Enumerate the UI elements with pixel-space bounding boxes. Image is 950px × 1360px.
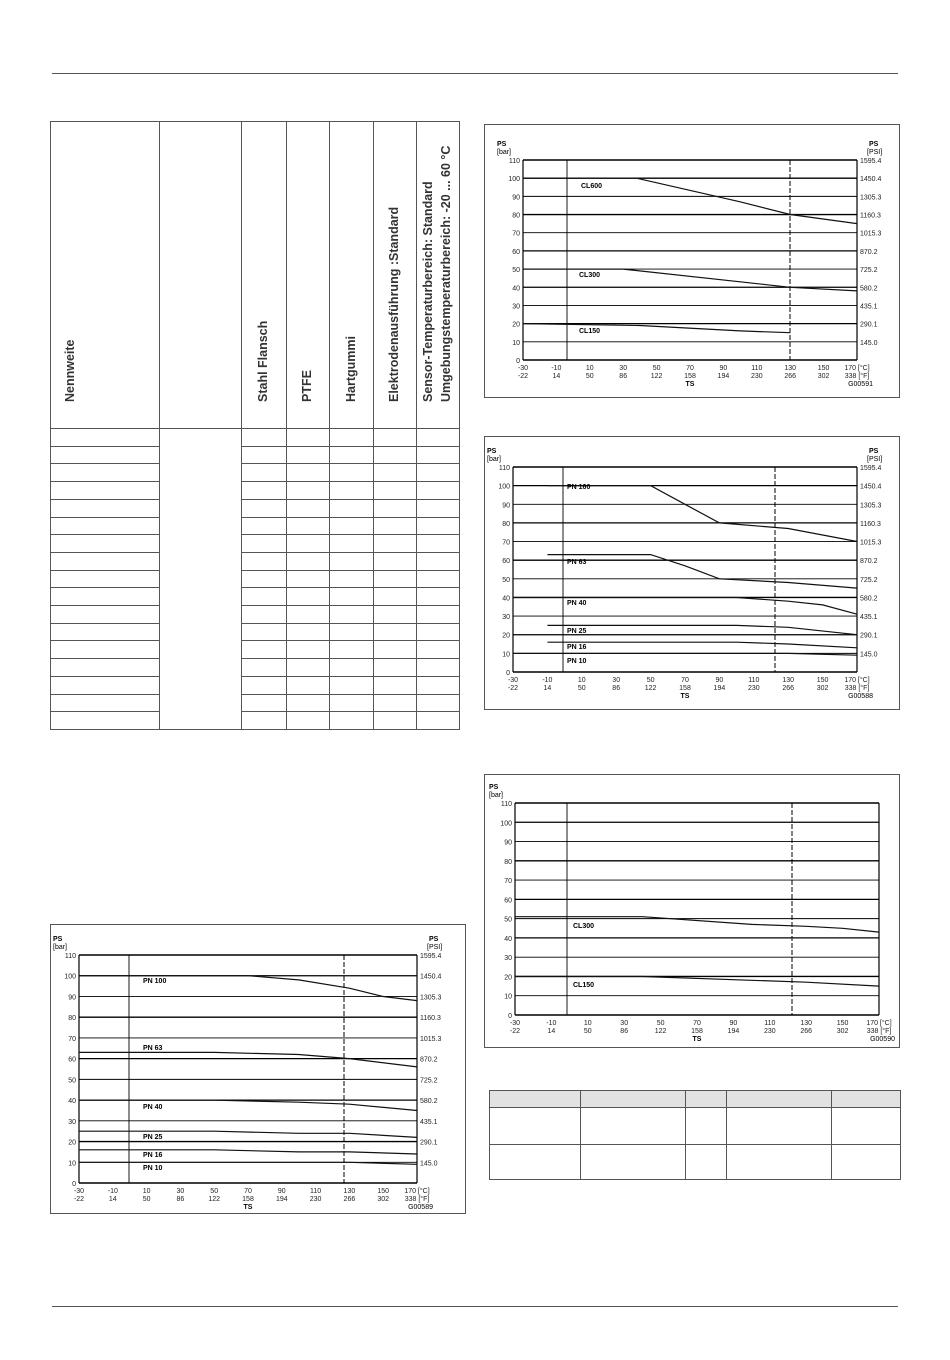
y-right-tick-label: 1450.4 (860, 483, 882, 491)
y-tick-label: 10 (512, 339, 520, 347)
chart-g00591 (484, 124, 900, 398)
table-row-line (51, 499, 159, 500)
y-right-tick-label: 725.2 (860, 267, 878, 275)
y-right-tick-label: 435.1 (420, 1118, 438, 1126)
y-tick-label: 100 (498, 483, 510, 491)
y-tick-label: 60 (504, 897, 512, 905)
y-tick-label: 60 (512, 248, 520, 256)
y-tick-label: 110 (500, 801, 512, 808)
y-right-tick-label: 145.0 (860, 339, 878, 347)
x-tick-label-f: -22 (517, 373, 529, 380)
y-axis-unit: [bar] (487, 456, 502, 463)
y-axis-unit: [bar] (53, 944, 68, 951)
table-row-line (51, 587, 159, 588)
x-tick-label-c: -30 (509, 1020, 521, 1027)
top-rule (52, 73, 898, 74)
series-label: PN 10 (143, 1165, 163, 1172)
table-row-line (241, 587, 459, 588)
series-label: PN 160 (567, 484, 591, 491)
series-line (79, 1131, 417, 1137)
y-tick-label: 110 (64, 953, 76, 960)
x-tick-label-c: 110 (764, 1020, 776, 1027)
x-axis-title: TS (680, 693, 690, 700)
y-right-tick-label: 725.2 (860, 576, 878, 584)
table-row-line (241, 499, 459, 500)
y-tick-label: 60 (502, 558, 510, 566)
series-label: PN 16 (143, 1152, 163, 1159)
y-tick-label: 90 (502, 502, 510, 510)
header-sensor-temperaturbereich: Sensor-Temperaturbereich: Standard (421, 181, 435, 402)
y-tick-label: 100 (500, 820, 512, 828)
table-row-line (241, 463, 459, 464)
y-tick-label: 70 (68, 1035, 76, 1043)
x-tick-label-f: 14 (543, 685, 552, 692)
table-row-line (241, 570, 459, 571)
y-tick-label: 10 (504, 993, 512, 1001)
header-ptfe: PTFE (300, 370, 314, 402)
series-label: PN 25 (567, 628, 587, 635)
x-tick-label-f: 122 (650, 373, 663, 380)
y-tick-label: 40 (504, 935, 512, 943)
x-tick-label-c: 30 (176, 1188, 185, 1195)
y-tick-label: 30 (504, 955, 512, 963)
y-tick-label: 90 (504, 839, 512, 847)
x-tick-label-c: -10 (542, 677, 553, 684)
table-row-line (241, 711, 459, 712)
x-tick-label-f: 86 (620, 1028, 629, 1035)
y-tick-label: 80 (504, 858, 512, 866)
chart-code: G00588 (848, 693, 873, 700)
y-tick-label: 60 (68, 1056, 76, 1064)
series-line (513, 653, 857, 655)
x-tick-label-f: 14 (108, 1196, 117, 1203)
y-tick-label: 50 (512, 267, 520, 275)
x-tick-label-c: 50 (646, 677, 655, 684)
series-label: PN 63 (567, 559, 587, 566)
y-right-tick-label: 145.0 (860, 651, 878, 659)
y-axis-title-right: PS (429, 936, 439, 943)
y-tick-label: 90 (68, 994, 76, 1002)
table-header-row (490, 1091, 900, 1107)
x-tick-label-f: 122 (208, 1196, 221, 1203)
series-label: PN 25 (143, 1134, 163, 1141)
x-tick-label-f: 302 (377, 1196, 390, 1203)
y-axis-unit: [bar] (497, 149, 512, 156)
x-tick-label-f: 338 [°F] (866, 1028, 892, 1035)
empty-table (489, 1090, 901, 1180)
x-tick-label-c: 10 (142, 1188, 151, 1195)
x-tick-label-f: 194 (717, 373, 730, 380)
y-right-tick-label: 1305.3 (420, 994, 442, 1002)
x-axis-title: TS (692, 1036, 702, 1043)
x-tick-label-f: 338 [°F] (844, 373, 870, 380)
y-tick-label: 10 (68, 1160, 76, 1168)
series-line (79, 1150, 417, 1154)
y-tick-label: 0 (516, 358, 520, 365)
col-divider (831, 1091, 832, 1179)
col-divider (286, 122, 287, 729)
header-divider (51, 428, 459, 429)
table-row-line (241, 640, 459, 641)
x-tick-label-c: 150 (377, 1188, 390, 1195)
x-tick-label-f: 50 (577, 685, 586, 692)
x-tick-label-c: 90 (277, 1188, 286, 1195)
x-tick-label-c: -10 (107, 1188, 118, 1195)
y-tick-label: 50 (502, 576, 510, 584)
y-tick-label: 80 (68, 1015, 76, 1023)
x-tick-label-c: 110 (310, 1188, 322, 1195)
x-tick-label-c: 50 (652, 365, 661, 372)
x-tick-label-c: 150 (816, 677, 829, 684)
x-tick-label-c: 10 (577, 677, 586, 684)
table-row-line (51, 446, 159, 447)
series-line (79, 1100, 417, 1110)
col-divider (685, 1091, 686, 1179)
col-divider (159, 122, 160, 729)
y-right-tick-label: 1160.3 (860, 212, 881, 220)
x-tick-label-f: 50 (583, 1028, 592, 1035)
y-tick-label: 30 (502, 614, 510, 622)
y-axis-title-right: PS (869, 141, 879, 148)
row-divider (490, 1144, 900, 1145)
y-right-tick-label: 725.2 (420, 1077, 438, 1085)
col-divider (241, 122, 242, 729)
y-right-tick-label: 580.2 (860, 595, 878, 603)
table-row-line (51, 694, 159, 695)
x-tick-label-f: 266 (782, 685, 795, 692)
col-divider (580, 1091, 581, 1179)
row-divider (490, 1107, 900, 1108)
series-line (513, 598, 857, 615)
x-tick-label-f: 194 (727, 1028, 740, 1035)
col-divider (373, 122, 374, 729)
x-tick-label-f: 158 (684, 373, 696, 380)
x-tick-label-f: 338 [°F] (404, 1196, 430, 1203)
y-tick-label: 40 (512, 285, 520, 293)
y-tick-label: 0 (508, 1013, 512, 1020)
y-axis-unit-right: [PSI] (427, 944, 443, 951)
x-tick-label-c: -10 (551, 365, 562, 372)
y-right-tick-label: 1015.3 (860, 230, 882, 238)
x-tick-label-f: 266 (784, 373, 797, 380)
y-tick-label: 50 (68, 1077, 76, 1085)
y-tick-label: 70 (512, 230, 520, 238)
x-tick-label-f: 302 (816, 685, 829, 692)
x-tick-label-c: -10 (546, 1020, 557, 1027)
x-tick-label-f: 86 (619, 373, 628, 380)
y-tick-label: 20 (504, 974, 512, 982)
x-tick-label-c: 110 (748, 677, 760, 684)
table-row-line (51, 463, 159, 464)
nominal-diameter-table (50, 121, 460, 730)
table-row-line (241, 481, 459, 482)
x-tick-label-c: 50 (656, 1020, 665, 1027)
series-line (547, 642, 857, 648)
y-right-tick-label: 870.2 (860, 558, 878, 566)
table-row-line (51, 658, 159, 659)
series-label: CL600 (581, 183, 603, 190)
y-tick-label: 20 (512, 321, 520, 329)
x-tick-label-c: -30 (507, 677, 519, 684)
x-tick-label-f: 302 (836, 1028, 849, 1035)
x-tick-label-f: 14 (552, 373, 561, 380)
y-tick-label: 0 (72, 1181, 76, 1188)
col-divider (726, 1091, 727, 1179)
x-axis-title: TS (243, 1204, 253, 1211)
y-right-tick-label: 1160.3 (420, 1015, 441, 1023)
x-tick-label-f: 158 (679, 685, 691, 692)
y-tick-label: 90 (512, 194, 520, 202)
table-row-line (51, 517, 159, 518)
series-label: CL150 (579, 328, 601, 335)
y-tick-label: 100 (64, 973, 76, 981)
y-tick-label: 30 (68, 1118, 76, 1126)
y-right-tick-label: 870.2 (420, 1056, 438, 1064)
y-axis-title: PS (487, 448, 497, 455)
x-tick-label-f: 122 (644, 685, 657, 692)
series-label: CL150 (573, 982, 595, 989)
table-row-line (51, 676, 159, 677)
table-row-line (241, 446, 459, 447)
series-label: PN 63 (143, 1045, 163, 1052)
table-row-line (241, 517, 459, 518)
y-tick-label: 20 (68, 1139, 76, 1147)
table-row-line (51, 711, 159, 712)
table-row-line (51, 534, 159, 535)
x-tick-label-c: 170 [°C] (866, 1020, 892, 1027)
table-row-line (241, 623, 459, 624)
table-row-line (51, 623, 159, 624)
x-tick-label-c: 110 (751, 365, 763, 372)
y-tick-label: 80 (512, 212, 520, 220)
chart-code: G00591 (848, 381, 873, 388)
y-right-tick-label: 580.2 (860, 285, 878, 293)
table-row-line (241, 694, 459, 695)
x-tick-label-c: 90 (719, 365, 728, 372)
table-row-line (51, 640, 159, 641)
y-tick-label: 110 (508, 158, 520, 165)
series-line (523, 178, 857, 223)
y-tick-label: 10 (502, 651, 510, 659)
x-tick-label-f: 50 (142, 1196, 151, 1203)
y-tick-label: 70 (502, 539, 510, 547)
y-right-tick-label: 1015.3 (860, 539, 882, 547)
series-line (79, 1162, 417, 1164)
chart-g00588 (484, 436, 900, 710)
series-label: PN 40 (143, 1104, 163, 1111)
series-label: CL300 (579, 272, 601, 279)
y-right-tick-label: 1015.3 (420, 1035, 442, 1043)
y-tick-label: 70 (504, 878, 512, 886)
series-label: PN 10 (567, 658, 587, 665)
series-line (79, 1052, 417, 1067)
x-tick-label-c: 70 (244, 1188, 252, 1195)
x-tick-label-c: -30 (73, 1188, 85, 1195)
table-row-line (241, 676, 459, 677)
y-right-tick-label: 1595.4 (860, 158, 882, 165)
table-row-line (241, 605, 459, 606)
series-line (523, 324, 790, 333)
x-tick-label-c: 150 (817, 365, 830, 372)
x-tick-label-c: 30 (612, 677, 621, 684)
y-tick-label: 110 (498, 465, 510, 472)
x-tick-label-f: 14 (547, 1028, 556, 1035)
x-tick-label-f: -22 (73, 1196, 85, 1203)
y-right-tick-label: 290.1 (420, 1139, 438, 1147)
table-row-line (51, 605, 159, 606)
y-right-tick-label: 1450.4 (420, 973, 442, 981)
y-tick-label: 40 (502, 595, 510, 603)
y-axis-unit-right: [PSI] (867, 456, 883, 463)
chart-g00590 (484, 774, 900, 1048)
x-tick-label-f: -22 (507, 685, 519, 692)
series-label: PN 100 (143, 978, 167, 985)
series-line (547, 625, 857, 634)
y-tick-label: 30 (512, 303, 520, 311)
x-tick-label-f: 158 (242, 1196, 254, 1203)
y-axis-title: PS (489, 784, 499, 791)
x-tick-label-c: 170 [°C] (404, 1188, 430, 1195)
x-tick-label-f: 230 (309, 1196, 322, 1203)
table-row-line (241, 658, 459, 659)
y-right-tick-label: 1450.4 (860, 176, 882, 184)
x-tick-label-f: 194 (713, 685, 726, 692)
x-tick-label-c: 10 (583, 1020, 592, 1027)
y-right-tick-label: 1305.3 (860, 194, 882, 202)
x-tick-label-c: 90 (729, 1020, 738, 1027)
header-stahl-flansch: Stahl Flansch (256, 320, 270, 402)
x-tick-label-c: 70 (681, 677, 689, 684)
y-tick-label: 50 (504, 916, 512, 924)
y-right-tick-label: 580.2 (420, 1098, 438, 1106)
y-tick-label: 80 (502, 520, 510, 528)
y-tick-label: 0 (506, 670, 510, 677)
series-line (547, 486, 857, 542)
x-tick-label-f: 122 (654, 1028, 667, 1035)
y-axis-title: PS (497, 141, 507, 148)
x-tick-label-f: 230 (747, 685, 760, 692)
bottom-rule (52, 1306, 898, 1307)
x-tick-label-c: 170 [°C] (844, 365, 870, 372)
x-tick-label-c: 50 (210, 1188, 219, 1195)
header-hartgummi: Hartgummi (344, 336, 358, 402)
chart-code: G00589 (408, 1204, 433, 1211)
y-right-tick-label: 435.1 (860, 614, 878, 622)
y-axis-unit-right: [PSI] (867, 149, 883, 156)
x-tick-label-c: 130 (800, 1020, 813, 1027)
table-row-line (51, 570, 159, 571)
y-right-tick-label: 290.1 (860, 632, 878, 640)
x-tick-label-c: 150 (836, 1020, 849, 1027)
y-tick-label: 100 (508, 176, 520, 184)
header-nennweite: Nennweite (63, 339, 77, 402)
y-tick-label: 20 (502, 632, 510, 640)
x-tick-label-f: 86 (612, 685, 621, 692)
series-label: PN 16 (567, 644, 587, 651)
table-row-line (241, 534, 459, 535)
col-divider (416, 122, 417, 729)
x-tick-label-f: 266 (343, 1196, 356, 1203)
series-label: PN 40 (567, 600, 587, 607)
col-divider (329, 122, 330, 729)
y-tick-label: 40 (68, 1098, 76, 1106)
x-tick-label-f: 266 (800, 1028, 813, 1035)
y-axis-title: PS (53, 936, 63, 943)
y-right-tick-label: 1595.4 (860, 465, 882, 472)
series-label: CL300 (573, 923, 595, 930)
x-tick-label-c: 30 (619, 365, 628, 372)
x-tick-label-c: -30 (517, 365, 529, 372)
y-right-tick-label: 1305.3 (860, 502, 882, 510)
x-tick-label-c: 70 (693, 1020, 701, 1027)
x-tick-label-c: 30 (620, 1020, 629, 1027)
y-right-tick-label: 1595.4 (420, 953, 442, 960)
x-tick-label-c: 130 (784, 365, 797, 372)
x-tick-label-f: 230 (763, 1028, 776, 1035)
header-umgebungstemperaturbereich: Umgebungstemperaturbereich: -20 ... 60 °C (439, 145, 453, 402)
x-tick-label-f: 230 (750, 373, 763, 380)
x-tick-label-c: 170 [°C] (844, 677, 870, 684)
chart-code: G00590 (870, 1036, 895, 1043)
table-row-line (241, 552, 459, 553)
x-tick-label-f: 86 (176, 1196, 185, 1203)
table-row-line (51, 552, 159, 553)
y-right-tick-label: 145.0 (420, 1160, 438, 1168)
y-right-tick-label: 290.1 (860, 321, 878, 329)
y-axis-title-right: PS (869, 448, 879, 455)
x-tick-label-f: 194 (275, 1196, 288, 1203)
x-tick-label-f: 158 (691, 1028, 703, 1035)
x-tick-label-c: 130 (343, 1188, 356, 1195)
x-tick-label-f: -22 (509, 1028, 521, 1035)
x-tick-label-f: 338 [°F] (844, 685, 870, 692)
x-tick-label-c: 70 (686, 365, 694, 372)
series-line (515, 977, 879, 987)
header-elektrodenausfuehrung: Elektrodenausführung :Standard (387, 206, 401, 402)
x-axis-title: TS (685, 381, 695, 388)
y-right-tick-label: 1160.3 (860, 520, 881, 528)
x-tick-label-c: 90 (715, 677, 724, 684)
chart-g00589 (50, 924, 466, 1214)
x-tick-label-f: 50 (585, 373, 594, 380)
x-tick-label-c: 130 (782, 677, 795, 684)
table-row-line (51, 481, 159, 482)
y-right-tick-label: 435.1 (860, 303, 878, 311)
x-tick-label-c: 10 (585, 365, 594, 372)
y-right-tick-label: 870.2 (860, 248, 878, 256)
x-tick-label-f: 302 (817, 373, 830, 380)
y-axis-unit: [bar] (489, 792, 504, 799)
